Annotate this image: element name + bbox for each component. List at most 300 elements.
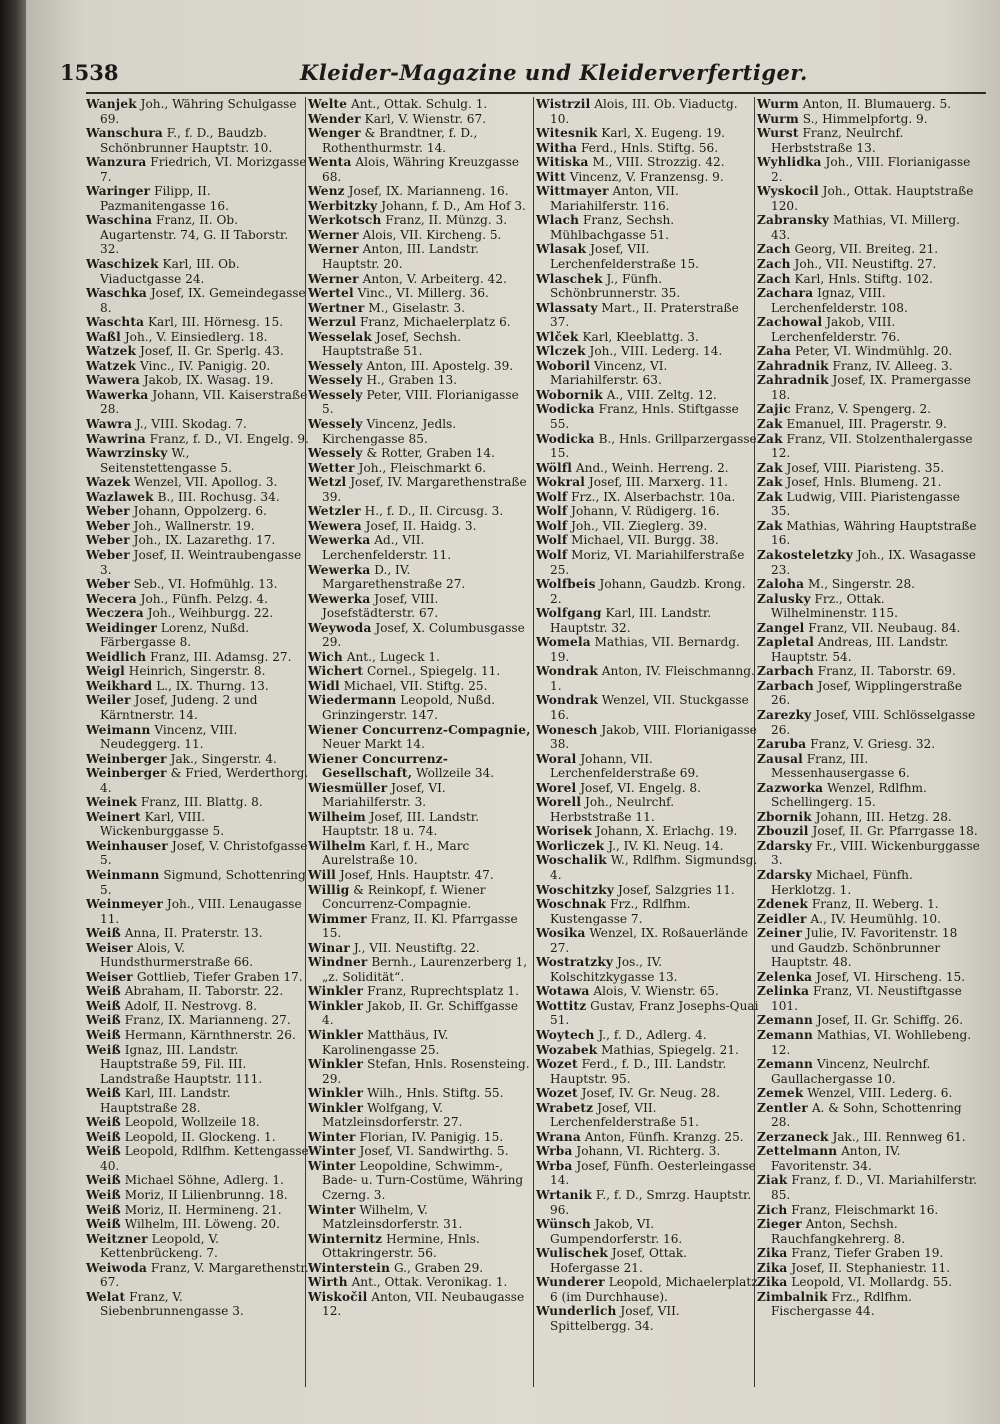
entry-name: Wertel — [308, 286, 354, 301]
entry-name: Winkler — [308, 1028, 364, 1042]
entry-details: Joh., VIII. Florianigasse 2. — [771, 155, 971, 184]
entry-name: Widl — [308, 678, 340, 693]
entry-name: Zak — [757, 431, 783, 446]
directory-entry — [536, 272, 759, 301]
entry-details: Josef, VI. Engelg. 8. — [580, 780, 701, 795]
entry-details: W., Seitenstettengasse 5. — [100, 446, 232, 475]
directory-entry — [86, 155, 309, 184]
entry-name: Wyhlidka — [757, 155, 822, 170]
entry-name: Zakosteletzky — [757, 547, 853, 562]
entry-details: Karl, III. Landstr. Hauptstr. 32. — [550, 606, 712, 635]
directory-entry — [308, 315, 531, 330]
entry-details: S., Himmelpfortg. 9. — [802, 111, 928, 126]
entry-name: Wölfl — [536, 460, 573, 475]
entry-name: Wanschura — [86, 126, 163, 141]
entry-details: Joh., Fleischmarkt 6. — [358, 460, 487, 475]
directory-entry — [757, 824, 980, 839]
entry-details: Michael, VII. Burgg. 38. — [571, 533, 719, 548]
entry-details: Joh., Fünfh. Pelzg. 4. — [140, 591, 268, 606]
entry-details: Peter, VIII. Florianigasse 5. — [322, 387, 519, 417]
entry-name: Wolfgang — [536, 606, 602, 621]
directory-entry — [757, 286, 980, 315]
entry-name: Wotawa — [536, 984, 590, 999]
directory-entry — [86, 664, 309, 679]
directory-entry — [86, 621, 309, 650]
entry-name: Weywoda — [308, 620, 372, 635]
entry-details: Anna, II. Praterstr. 13. — [124, 926, 263, 941]
entry-details: Anton, III. Landstr. Hauptstr. 20. — [322, 242, 479, 272]
directory-entry — [308, 810, 531, 839]
entry-details: Johann, f. D., Am Hof 3. — [381, 198, 526, 213]
entry-name: Wawera — [86, 373, 140, 388]
directory-entry — [308, 723, 531, 752]
entry-details: Karl, f. H., Marc Aurelstraße 10. — [322, 838, 470, 868]
directory-entry — [757, 475, 980, 490]
entry-details: Joh., Wallnerstr. 19. — [133, 518, 255, 533]
directory-entry — [86, 693, 309, 722]
entry-name: Wolfbeis — [536, 577, 596, 592]
entry-name: Windner — [308, 955, 368, 970]
directory-entry — [308, 213, 531, 228]
directory-entry — [536, 475, 759, 490]
entry-details: Anton, VII. Mariahilferstr. 116. — [550, 184, 679, 213]
directory-entry — [536, 926, 759, 955]
directory-entry — [757, 184, 980, 213]
entry-name: Wessely — [308, 358, 363, 373]
entry-details: Karl, V. Wienstr. 67. — [364, 111, 487, 126]
entry-name: Wolf — [536, 547, 568, 562]
entry-name: Winkler — [308, 1057, 364, 1072]
entry-name: Winter — [308, 1129, 356, 1144]
directory-entry — [536, 795, 759, 824]
directory-entry — [308, 1232, 531, 1261]
entry-details: Ignaz, III. Landstr. Hauptstraße 59, Fil. III. Landstraße Hauptstr. 111. — [100, 1042, 263, 1086]
entry-name: Zerzaneck — [757, 1129, 829, 1144]
entry-details: H., Graben 13. — [366, 373, 457, 388]
entry-details: Moriz, II Lilienbrunng. 18. — [124, 1188, 288, 1203]
entry-details: Josef, Sechsh. Hauptstraße 51. — [322, 329, 461, 359]
directory-entry — [308, 955, 531, 984]
directory-entry — [308, 883, 531, 912]
entry-name: Winterstein — [308, 1260, 391, 1275]
entry-name: Wilheim — [308, 809, 366, 824]
entry-name: Wilhelm — [308, 838, 366, 853]
entry-details: J., f. D., Adlerg. 4. — [598, 1028, 707, 1042]
entry-details: Johann, VI. Richterg. 3. — [576, 1144, 721, 1159]
directory-entry — [757, 417, 980, 432]
entry-name: Zdarsky — [757, 867, 813, 882]
directory-entry — [308, 781, 531, 810]
entry-name: Wrana — [536, 1129, 581, 1144]
directory-entry — [536, 984, 759, 999]
directory-entry — [757, 621, 980, 636]
entry-details: Franz, II. Ob. Augartenstr. 74, G. II Taborstr. 32. — [100, 213, 289, 257]
entry-name: Weiß — [86, 998, 121, 1013]
entry-details: Michael Söhne, Adlerg. 1. — [124, 1173, 284, 1188]
entry-details: Josef, VI. Mariahilferstr. 3. — [322, 780, 446, 810]
directory-entry — [86, 315, 309, 330]
entry-name: Wazek — [86, 475, 131, 490]
entry-details: Karl, III. Hörnesg. 15. — [148, 315, 284, 330]
entry-details: Hermine, Hnls. Ottakringerstr. 56. — [322, 1231, 480, 1261]
entry-name: Zahradnik — [757, 373, 829, 388]
directory-entry — [86, 373, 309, 388]
entry-name: Zentler — [757, 1100, 808, 1115]
directory-entry — [86, 970, 309, 985]
entry-details: Ignaz, VIII. Lerchenfelderstr. 108. — [771, 286, 908, 315]
directory-entry — [86, 388, 309, 417]
directory-entry — [86, 446, 309, 475]
entry-name: Weiß — [86, 984, 121, 999]
directory-entry — [86, 97, 309, 126]
entry-name: Weiß — [86, 926, 121, 941]
entry-name: Zdenek — [757, 897, 809, 912]
entry-name: Zbouzil — [757, 824, 809, 839]
entry-name: Woytech — [536, 1028, 595, 1042]
entry-name: Wimmer — [308, 911, 367, 926]
entry-details: D., IV. Margarethenstraße 27. — [322, 562, 466, 592]
entry-details: Karl, Hnls. Stiftg. 102. — [794, 271, 933, 286]
entry-details: Franz, Sechsh. Mühlbachgasse 51. — [550, 213, 675, 242]
directory-entry — [308, 126, 531, 155]
entry-details: Josef, IV. Margarethenstraße 39. — [322, 475, 527, 504]
entry-name: Winar — [308, 940, 350, 955]
entry-details: Wenzel, Rdlfhm. Schellingerg. 15. — [771, 780, 927, 810]
entry-details: Wilhelm, III. Löweng. 20. — [124, 1217, 280, 1232]
entry-details: Mathias, VII. Bernardg. 19. — [550, 635, 740, 664]
directory-entry — [757, 752, 980, 781]
entry-name: Zach — [757, 271, 791, 286]
entry-name: Wodicka — [536, 402, 595, 417]
entry-name: Zak — [757, 460, 783, 475]
entry-details: & Rotter, Graben 14. — [366, 446, 495, 461]
entry-name: Weikhard — [86, 678, 153, 693]
directory-entry — [308, 184, 531, 199]
entry-name: Woral — [536, 751, 577, 766]
directory-entry — [757, 1275, 980, 1290]
directory-entry — [757, 1086, 980, 1101]
directory-entry — [757, 984, 980, 1013]
directory-entry — [86, 213, 309, 257]
directory-entry — [536, 606, 759, 635]
directory-entry — [308, 984, 531, 999]
directory-entry — [308, 359, 531, 374]
entry-name: Wyskocil — [757, 184, 819, 199]
entry-name: Weinmeyer — [86, 897, 164, 912]
entry-details: Franz, f. D., VI. Engelg. 9. — [149, 431, 309, 446]
directory-entry — [536, 432, 759, 461]
entry-details: Franz, III. Messenhausergasse 6. — [771, 751, 910, 781]
entry-details: Johann, III. Hetzg. 28. — [815, 809, 952, 824]
entry-name: Watzek — [86, 344, 137, 359]
entry-name: Watzek — [86, 358, 137, 373]
directory-entry — [308, 97, 531, 112]
entry-details: Gottlieb, Tiefer Graben 17. — [136, 969, 303, 984]
entry-name: Wurm — [757, 97, 799, 111]
directory-entry — [757, 1203, 980, 1218]
entry-name: Winter — [308, 1202, 356, 1217]
entry-details: Vincenz, V. Franzensg. 9. — [569, 169, 724, 184]
directory-entry — [308, 1057, 531, 1086]
directory-entry — [536, 519, 759, 534]
entry-name: Weiß — [86, 1042, 121, 1057]
entry-details: Julie, IV. Favoritenstr. 18 und Gaudzb. Schönbrunner Hauptstr. 48. — [771, 926, 958, 970]
entry-details: Seb., VI. Hofmühlg. 13. — [133, 577, 278, 592]
directory-entry — [536, 723, 759, 752]
entry-name: Wlassaty — [536, 300, 598, 315]
entry-details: Matthäus, IV. Karolinengasse 25. — [322, 1028, 449, 1057]
entry-name: Wondrak — [536, 693, 598, 708]
entry-details: Franz, VI. Neustiftgasse 101. — [771, 984, 962, 1013]
entry-name: Wessely — [308, 373, 363, 388]
entry-details: Wollzeile 34. — [415, 766, 495, 781]
entry-name: Zelinka — [757, 984, 810, 999]
directory-entry — [757, 155, 980, 184]
entry-details: Wilh., Hnls. Stiftg. 55. — [367, 1086, 504, 1101]
directory-entry — [86, 897, 309, 926]
entry-details: Wenzel, VII. Apollog. 3. — [134, 475, 278, 490]
entry-name: Woschitzky — [536, 882, 615, 897]
entry-details: Joh., Währing Schulgasse 69. — [100, 97, 297, 126]
directory-entry — [757, 257, 980, 272]
directory-entry — [86, 1217, 309, 1232]
entry-details: Georg, VII. Breiteg. 21. — [794, 242, 939, 257]
entry-details: Franz, Ruprechtsplatz 1. — [367, 984, 519, 999]
directory-entry — [536, 664, 759, 693]
entry-name: Worel — [536, 780, 577, 795]
entry-details: M., Giselastr. 3. — [368, 300, 466, 315]
entry-details: Joh., VIII. Lederg. 14. — [589, 344, 723, 359]
entry-name: Wlasak — [536, 242, 587, 257]
entry-details: Franz, III. Adamsg. 27. — [150, 649, 292, 664]
entry-name: Weiß — [86, 1028, 121, 1042]
entry-name: Wiesmüller — [308, 780, 388, 795]
directory-entry — [757, 112, 980, 127]
directory-entry — [757, 344, 980, 359]
entry-name: Weimann — [86, 722, 151, 737]
entry-details: Josef, II. Weintraubengasse 3. — [100, 547, 302, 577]
directory-entry — [86, 941, 309, 970]
entry-name: Winter — [308, 1158, 356, 1173]
entry-details: Leopold, Wollzeile 18. — [124, 1115, 260, 1130]
entry-name: Wender — [308, 111, 361, 126]
entry-details: Josef, VIII. Piaristeng. 35. — [786, 460, 945, 475]
entry-name: Wozabek — [536, 1042, 598, 1057]
directory-entry — [86, 723, 309, 752]
entry-name: Weber — [86, 547, 130, 562]
entry-details: Wilhelm, V. Matzleinsdorferstr. 31. — [322, 1202, 463, 1232]
directory-column-2 — [308, 97, 531, 1319]
entry-details: Joh., VIII. Lenaugasse 11. — [100, 897, 302, 926]
directory-entry — [86, 766, 309, 795]
directory-entry — [308, 519, 531, 534]
entry-details: Karl, Kleeblattg. 3. — [582, 329, 699, 344]
entry-details: Anton, III. Apostelg. 39. — [366, 358, 514, 373]
entry-details: Josef, VIII. Josefstädterstr. 67. — [322, 591, 439, 621]
entry-details: F., f. D., Smrzg. Hauptstr. 96. — [550, 1188, 752, 1217]
directory-column-4 — [757, 97, 980, 1319]
entry-details: Alois, Währing Kreuzgasse 68. — [322, 155, 520, 184]
directory-entry — [536, 853, 759, 882]
entry-name: Will — [308, 867, 336, 882]
directory-entry — [757, 1101, 980, 1130]
directory-entry — [536, 1028, 759, 1043]
entry-details: J., IV. Kl. Neug. 14. — [608, 838, 724, 853]
entry-name: Weinmann — [86, 867, 160, 882]
directory-entry — [757, 213, 980, 242]
directory-entry — [308, 373, 531, 388]
directory-entry — [536, 213, 759, 242]
entry-name: Zalusky — [757, 591, 811, 606]
entry-details: Vinc., IV. Panigig. 20. — [139, 358, 271, 373]
page-number: 1538 — [60, 60, 119, 85]
directory-entry — [86, 548, 309, 577]
entry-details: Josef, IV. Gr. Neug. 28. — [581, 1086, 720, 1101]
directory-entry — [86, 504, 309, 519]
directory-entry — [86, 344, 309, 359]
entry-name: Zbornik — [757, 809, 812, 824]
entry-details: Moriz, II. Hermineng. 21. — [124, 1202, 282, 1217]
entry-name: Zaha — [757, 344, 792, 359]
entry-name: Wawerka — [86, 387, 149, 402]
entry-name: Worell — [536, 795, 582, 810]
directory-entry — [757, 126, 980, 155]
entry-details: Josef, Salzgries 11. — [617, 882, 735, 897]
entry-details: Franz, III. Blattg. 8. — [140, 795, 263, 810]
entry-name: Witiska — [536, 155, 589, 170]
entry-details: Cornel., Spiegelg. 11. — [367, 664, 501, 679]
entry-name: Wozet — [536, 1057, 578, 1072]
entry-details: Franz, V. Siebenbrunnengasse 3. — [100, 1289, 244, 1319]
entry-name: Worisek — [536, 824, 592, 839]
entry-name: Weiler — [86, 693, 131, 708]
directory-entry — [757, 737, 980, 752]
entry-details: Vincenz, VIII. Neudeggerg. 11. — [100, 722, 238, 752]
directory-entry — [308, 650, 531, 665]
directory-entry — [308, 592, 531, 621]
directory-entry — [86, 606, 309, 621]
entry-name: Wanjek — [86, 97, 137, 111]
entry-details: Florian, IV. Panigig. 15. — [359, 1129, 504, 1144]
entry-details: Josef, Hnls. Blumeng. 21. — [786, 475, 942, 490]
directory-entry — [536, 359, 759, 388]
directory-column-3 — [536, 97, 759, 1333]
entry-details: And., Weinh. Herreng. 2. — [575, 460, 729, 475]
entry-details: Anton, Sechsh. Rauchfangkehrerg. 8. — [771, 1217, 906, 1246]
directory-entry — [757, 912, 980, 927]
entry-name: Wertner — [308, 300, 365, 315]
entry-name: Weiß — [86, 1115, 121, 1130]
directory-entry — [308, 417, 531, 446]
directory-entry — [308, 272, 531, 287]
entry-name: Wanzura — [86, 155, 147, 170]
entry-details: Karl, III. Ob. Viaductgasse 24. — [100, 257, 240, 286]
entry-details: Josef, Judeng. 2 und Kärntnerstr. 14. — [100, 693, 258, 722]
entry-details: Jakob, II. Gr. Schiffgasse 4. — [322, 998, 519, 1028]
entry-details: Josef, II. Haidg. 3. — [365, 518, 477, 533]
directory-entry — [86, 999, 309, 1014]
directory-entry — [536, 548, 759, 577]
directory-entry — [86, 475, 309, 490]
directory-entry — [757, 970, 980, 985]
directory-entry — [757, 548, 980, 577]
entry-details: B., III. Rochusg. 34. — [157, 489, 280, 504]
entry-name: Weiß — [86, 1086, 121, 1101]
directory-entry — [86, 1115, 309, 1130]
entry-name: Zimbalnik — [757, 1289, 828, 1304]
entry-details: A., VIII. Zeltg. 12. — [606, 387, 717, 402]
entry-name: Wewerka — [308, 562, 371, 577]
directory-entry — [86, 810, 309, 839]
entry-details: Abraham, II. Taborstr. 22. — [124, 984, 284, 999]
directory-entry — [757, 432, 980, 461]
entry-name: Wrtanik — [536, 1188, 592, 1203]
entry-name: Zach — [757, 242, 791, 257]
directory-entry — [308, 388, 531, 417]
entry-details: M., Singerstr. 28. — [808, 577, 915, 592]
entry-name: Werzul — [308, 315, 357, 330]
entry-details: Adolf, II. Nestrovg. 8. — [124, 998, 258, 1013]
directory-entry — [308, 1261, 531, 1276]
entry-name: Wawra — [86, 417, 132, 432]
directory-entry — [308, 1144, 531, 1159]
directory-entry — [536, 1144, 759, 1159]
directory-entry — [308, 301, 531, 316]
entry-details: Franz, V. Margarethenstr. 67. — [100, 1260, 309, 1290]
entry-details: Ferd., Hnls. Stiftg. 56. — [581, 140, 719, 155]
entry-name: Zarezky — [757, 707, 812, 722]
entry-details: L., IX. Thurng. 13. — [156, 678, 269, 693]
directory-entry — [86, 984, 309, 999]
directory-entry — [308, 504, 531, 519]
entry-name: Zeidler — [757, 911, 807, 926]
directory-entry — [536, 490, 759, 505]
entry-details: A., IV. Heumühlg. 10. — [810, 911, 941, 926]
directory-entry — [308, 228, 531, 243]
entry-details: Mathias, VI. Wohllebeng. 12. — [771, 1028, 972, 1057]
directory-entry — [308, 286, 531, 301]
entry-name: Wecera — [86, 591, 137, 606]
directory-entry — [536, 883, 759, 898]
directory-entry — [536, 184, 759, 213]
entry-name: Weidinger — [86, 620, 158, 635]
directory-entry — [86, 839, 309, 868]
directory-entry — [536, 330, 759, 345]
entry-details: J., Fünfh. Schönbrunnerstr. 35. — [550, 271, 681, 301]
entry-name: Winter — [308, 1144, 356, 1159]
entry-name: Weiß — [86, 1013, 121, 1028]
directory-entry — [86, 533, 309, 548]
directory-entry — [536, 504, 759, 519]
entry-name: Welte — [308, 97, 348, 111]
directory-entry — [308, 242, 531, 271]
entry-details: Joh., VII. Neustiftg. 27. — [794, 257, 937, 272]
directory-entry — [86, 679, 309, 694]
directory-entry — [536, 344, 759, 359]
directory-entry — [308, 1086, 531, 1101]
entry-details: Joh., IX. Lazarethg. 17. — [133, 533, 276, 548]
entry-details: Mathias, VI. Millerg. 43. — [771, 213, 960, 242]
directory-entry — [86, 1130, 309, 1145]
directory-entry — [86, 1188, 309, 1203]
directory-entry — [308, 839, 531, 868]
directory-entry — [757, 926, 980, 970]
directory-entry — [308, 693, 531, 722]
entry-name: Weiser — [86, 940, 133, 955]
entry-details: Joh., IX. Wasagasse 23. — [771, 547, 976, 577]
entry-name: Waringer — [86, 184, 151, 199]
entry-name: Werbitzky — [308, 198, 378, 213]
